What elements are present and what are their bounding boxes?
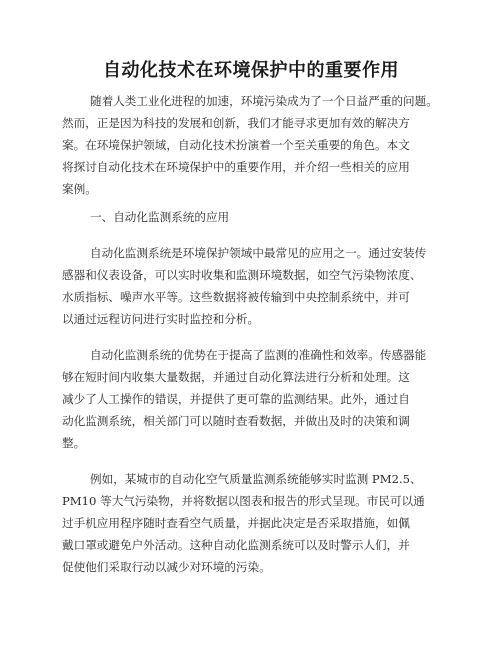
paragraph-2-line-1: 自动化监测系统是环境保护领域中最常见的应用之一。通过安装传 xyxy=(90,246,427,260)
paragraph-4-line-3: 过手机应用程序随时查看空气质量，并据此决定是否采取措施，如佩 xyxy=(62,516,410,530)
paragraph-2-line-4: 以通过远程访问进行实时监控和分析。 xyxy=(62,312,260,326)
paragraph-1-line-1: 随着人类工业化进程的加速，环境污染成为了一个日益严重的问题。 xyxy=(90,94,438,108)
paragraph-3-line-5: 整。 xyxy=(62,436,86,450)
paragraph-1-line-3: 案。在环境保护领域，自动化技术扮演着一个至关重要的角色。本文 xyxy=(62,138,410,152)
section-heading: 一、自动化监测系统的应用 xyxy=(90,210,230,224)
paragraph-1-line-5: 案例。 xyxy=(62,182,97,196)
paragraph-3-line-2: 够在短时间内收集大量数据，并通过自动化算法进行分析和处理。这 xyxy=(62,370,410,384)
paragraph-4-line-4: 戴口罩或避免户外活动。这种自动化监测系统可以及时警示人们，并 xyxy=(62,538,410,552)
paragraph-4-line-1: 例如，某城市的自动化空气质量监测系统能够实时监测 PM2.5、 xyxy=(90,472,422,486)
paragraph-2-line-3: 水质指标、噪声水平等。这些数据将被传输到中央控制系统中，并可 xyxy=(62,290,410,304)
document-title: 自动化技术在环境保护中的重要作用 xyxy=(103,60,399,81)
paragraph-2-line-2: 感器和仪表设备，可以实时收集和监测环境数据，如空气污染物浓度、 xyxy=(62,268,422,282)
paragraph-3-line-3: 减少了人工操作的错误，并提供了更可靠的监测结果。此外，通过自 xyxy=(62,392,410,406)
paragraph-4-line-2: PM10 等大气污染物，并将数据以图表和报告的形式呈现。市民可以通 xyxy=(62,494,425,508)
paragraph-3-line-1: 自动化监测系统的优势在于提高了监测的准确性和效率。传感器能 xyxy=(90,348,427,362)
paragraph-3-line-4: 动化监测系统，相关部门可以随时查看数据，并做出及时的决策和调 xyxy=(62,414,410,428)
paragraph-1-line-2: 然而，正是因为科技的发展和创新，我们才能寻求更加有效的解决方 xyxy=(62,116,410,130)
paragraph-4-line-5: 促使他们采取行动以减少对环境的污染。 xyxy=(62,560,271,574)
paragraph-1-line-4: 将探讨自动化技术在环境保护中的重要作用，并介绍一些相关的应用 xyxy=(62,160,410,174)
